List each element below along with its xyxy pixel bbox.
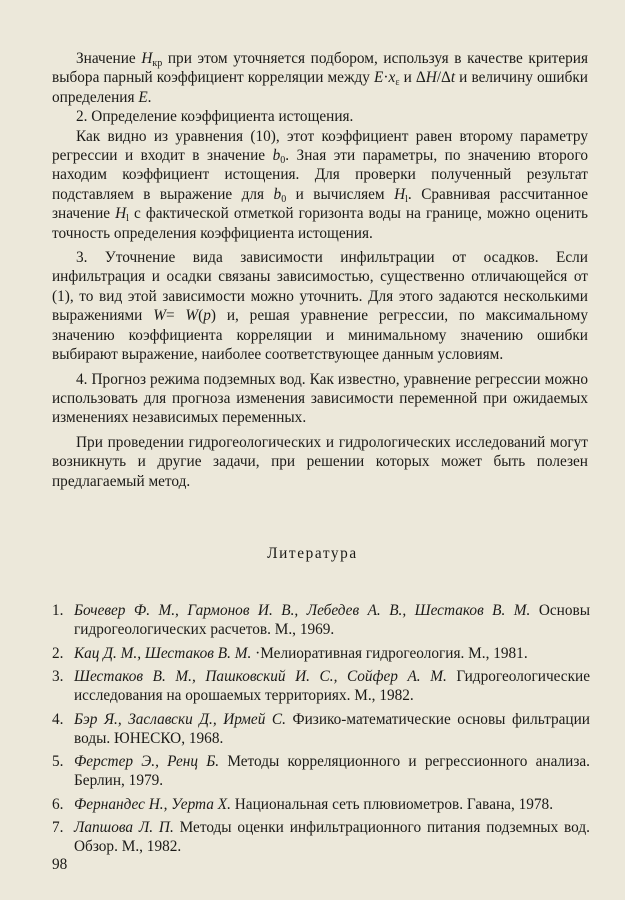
paragraph-depletion [52, 127, 588, 243]
text-run: = [165, 307, 186, 325]
reference-authors: Шестаков В. М., Пашковский И. С., Сойфер А. М. [74, 667, 447, 685]
variable-h: H [115, 205, 127, 223]
reference-item [52, 601, 590, 639]
text-run: . Зная эти параметры, по значению второго находим коэффициент истощения. Для проверки полученный результат подставляем в выражение для [52, 147, 588, 203]
reference-number: 3. [52, 667, 64, 685]
reference-number: 6. [52, 795, 64, 813]
paragraph-item-4: 4. Прогноз режима подземных вод. Как известно, уравнение регрессии можно использовать для прогноза изменения зависимости переменной при ожидаемых изменениях независимых переменных. [52, 370, 588, 427]
variable-w: W [153, 307, 166, 325]
variable-b: b [272, 147, 281, 165]
paragraph-item-2: 2. Определение коэффициента истощения. [76, 108, 354, 126]
paragraph-conclusion: При проведении гидрогеологических и гидрологических исследований могут возникнуть и другие задачи, при решении которых может быть полезен предлагаемый метод. [52, 433, 588, 490]
text-run: Значение [76, 50, 142, 67]
variable-b: b [273, 185, 282, 203]
reference-number: 4. [52, 710, 64, 728]
reference-item [52, 752, 590, 790]
variable-e: E [374, 69, 384, 87]
reference-number: 7. [52, 819, 64, 837]
text-run: Как видно из уравнения (10), этот коэффициент равен второму параметру регрессии и входит в значение [52, 127, 588, 165]
subscript-kr: кр [152, 58, 163, 69]
reference-item [52, 644, 590, 663]
reference-title: ·Мелиоративная гидрогеология. М., 1981. [251, 644, 528, 662]
reference-authors: Фернандес Н., Уерта Х. [74, 795, 231, 813]
text-run: . Сравнивая рассчитанное значение [52, 185, 588, 223]
text-run: 3. Уточнение вида зависимости инфильтрации от осадков. Если инфильтрация и осадки связаны зависимостью, существенно отличающейся от (1), то вид этой зависимости можно уточнить. Для этого задаются несколькими выражениями [52, 249, 588, 325]
text-run: при этом уточняется подбором, используя в качестве критерия выбора парный коэффициент корреляции между [52, 50, 588, 87]
reference-number: 1. [52, 602, 64, 619]
variable-x: x [388, 69, 396, 87]
reference-item [52, 818, 590, 856]
reference-number: 5. [52, 753, 64, 771]
paragraph-item-3 [52, 248, 588, 364]
reference-item [52, 667, 590, 705]
references-heading: Литература [267, 545, 358, 562]
variable-h: H [141, 50, 153, 67]
reference-title: Методы корреляционного и регрессионного анализа. Берлин, 1979. [74, 753, 590, 790]
text-run: и вычисляем [286, 185, 395, 203]
variable-h: H [394, 185, 406, 203]
main-text [52, 49, 588, 491]
text-run: и Δ [399, 69, 426, 87]
text-run: с фактической отметкой горизонта воды на границе, можно оценить точность определения коэффициента истощения. [52, 205, 589, 242]
reference-authors: Ферстер Э., Ренц Б. [74, 753, 220, 771]
reference-number: 2. [52, 644, 64, 662]
subscript-0: 0 [281, 193, 287, 205]
variable-p: p [203, 307, 211, 325]
reference-authors: Лапшова Л. П. [74, 819, 174, 837]
variable-t: t [450, 69, 456, 87]
subscript-0: 0 [280, 155, 286, 167]
text-run: и величину ошибки определения [52, 69, 588, 106]
reference-list [52, 601, 590, 861]
reference-title: Национальная сеть плювиометров. Гавана, 1978. [230, 795, 554, 813]
subscript-l: l [405, 193, 408, 205]
reference-item [52, 795, 590, 814]
text-run: . [147, 88, 152, 106]
reference-authors: Кац Д. М., Шестаков В. М. [74, 644, 252, 662]
variable-h: H [425, 69, 437, 87]
paragraph-h-kr [52, 49, 588, 107]
reference-item [52, 710, 590, 748]
page-number: 98 [52, 856, 68, 873]
text-run: · [383, 69, 389, 87]
variable-w: W [185, 307, 199, 325]
variable-e: E [138, 88, 148, 106]
subscript-epsilon: ε [395, 77, 400, 89]
text-run: ) и, решая уравнение регрессии, по максимальному значению коэффициента корреляции и минимальному значению ошибки выбирают выражение, наиболее соответствующее данным условиям. [52, 307, 588, 364]
reference-title: Гидрогеологические исследования на орошаемых территориях. М., 1982. [74, 667, 590, 705]
reference-authors: Бочевер Ф. М., Гармонов И. В., Лебедев А. В., Шестаков В. М. [74, 602, 531, 619]
subscript-l: l [126, 213, 129, 225]
reference-title: Физико-математические основы фильтрации воды. ЮНЕСКО, 1968. [74, 710, 590, 747]
reference-authors: Бэр Я., Заславски Д., Ирмей С. [74, 710, 286, 728]
text-run: ( [198, 307, 204, 325]
reference-title: Основы гидрогеологических расчетов. М., 1969. [74, 602, 591, 639]
text-run: /Δ [436, 69, 451, 87]
reference-title: Методы оценки инфильтрационного питания подземных вод. Обзор. М., 1982. [74, 819, 590, 856]
